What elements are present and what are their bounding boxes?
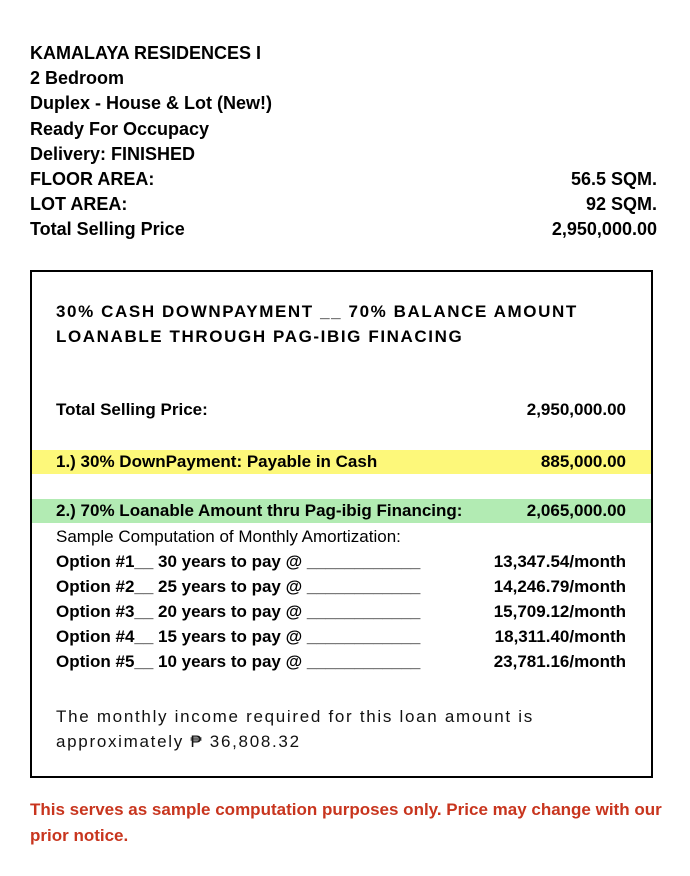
- project-name: KAMALAYA RESIDENCES I: [30, 43, 262, 63]
- downpayment-label: 1.) 30% DownPayment: Payable in Cash: [56, 452, 378, 471]
- option-row: [56, 624, 626, 649]
- required-income-text: The monthly income required for this loan amount is approximately ₱ 36,808.32: [56, 707, 534, 751]
- computation-box: [30, 270, 653, 778]
- disclaimer-note: This serves as sample computation purposes only. Price may change with our prior notice.: [30, 800, 662, 845]
- downpayment-row: [32, 450, 651, 474]
- lot-area-label: LOT AREA:: [30, 194, 128, 215]
- option-value: 14,246.79/month: [493, 577, 626, 596]
- box-total-selling-price-value: 2,950,000.00: [526, 400, 626, 419]
- downpayment-value: 885,000.00: [540, 452, 626, 471]
- floor-area-row: [30, 167, 657, 192]
- box-total-selling-price-label: Total Selling Price:: [56, 400, 208, 419]
- lot-area-row: [30, 192, 657, 217]
- option-value: 23,781.16/month: [493, 652, 626, 671]
- option-label: Option #4__ 15 years to pay @ ____________: [56, 627, 421, 646]
- sample-heading: Sample Computation of Monthly Amortization:: [56, 527, 401, 546]
- option-label: Option #1__ 30 years to pay @ ____________: [56, 552, 421, 571]
- loanable-row: [32, 499, 651, 523]
- option-row: [56, 649, 626, 674]
- total-selling-price-row: [30, 217, 657, 242]
- floor-area-value: 56.5 SQM.: [570, 168, 657, 189]
- loanable-value: 2,065,000.00: [526, 501, 626, 520]
- box-total-selling-price-row: [32, 398, 651, 422]
- property-summary: [30, 41, 657, 243]
- delivery-status: Delivery: FINISHED: [30, 143, 196, 164]
- total-selling-price-value: 2,950,000.00: [551, 219, 657, 240]
- bedrooms: 2 Bedroom: [30, 68, 125, 89]
- option-row: [56, 549, 626, 574]
- loanable-label: 2.) 70% Loanable Amount thru Pag-ibig Financing:: [56, 501, 463, 520]
- lot-area-value: 92 SQM.: [585, 194, 657, 215]
- option-value: 15,709.12/month: [493, 602, 626, 621]
- total-selling-price-label: Total Selling Price: [30, 219, 185, 240]
- floor-area-label: FLOOR AREA:: [30, 168, 155, 189]
- option-label: Option #3__ 20 years to pay @ ____________: [56, 602, 421, 621]
- occupancy-status: Ready For Occupacy: [30, 118, 210, 139]
- house-type: Duplex - House & Lot (New!): [30, 93, 272, 114]
- option-label: Option #2__ 25 years to pay @ ____________: [56, 577, 421, 596]
- payment-scheme-title: 30% CASH DOWNPAYMENT __ 70% BALANCE AMOUNT LOANABLE THROUGH PAG-IBIG FINACING: [56, 302, 578, 346]
- option-row: [56, 599, 626, 624]
- option-row: [56, 574, 626, 599]
- option-value: 13,347.54/month: [493, 552, 626, 571]
- option-value: 18,311.40/month: [494, 627, 626, 646]
- option-label: Option #5__ 10 years to pay @ ____________: [56, 652, 421, 671]
